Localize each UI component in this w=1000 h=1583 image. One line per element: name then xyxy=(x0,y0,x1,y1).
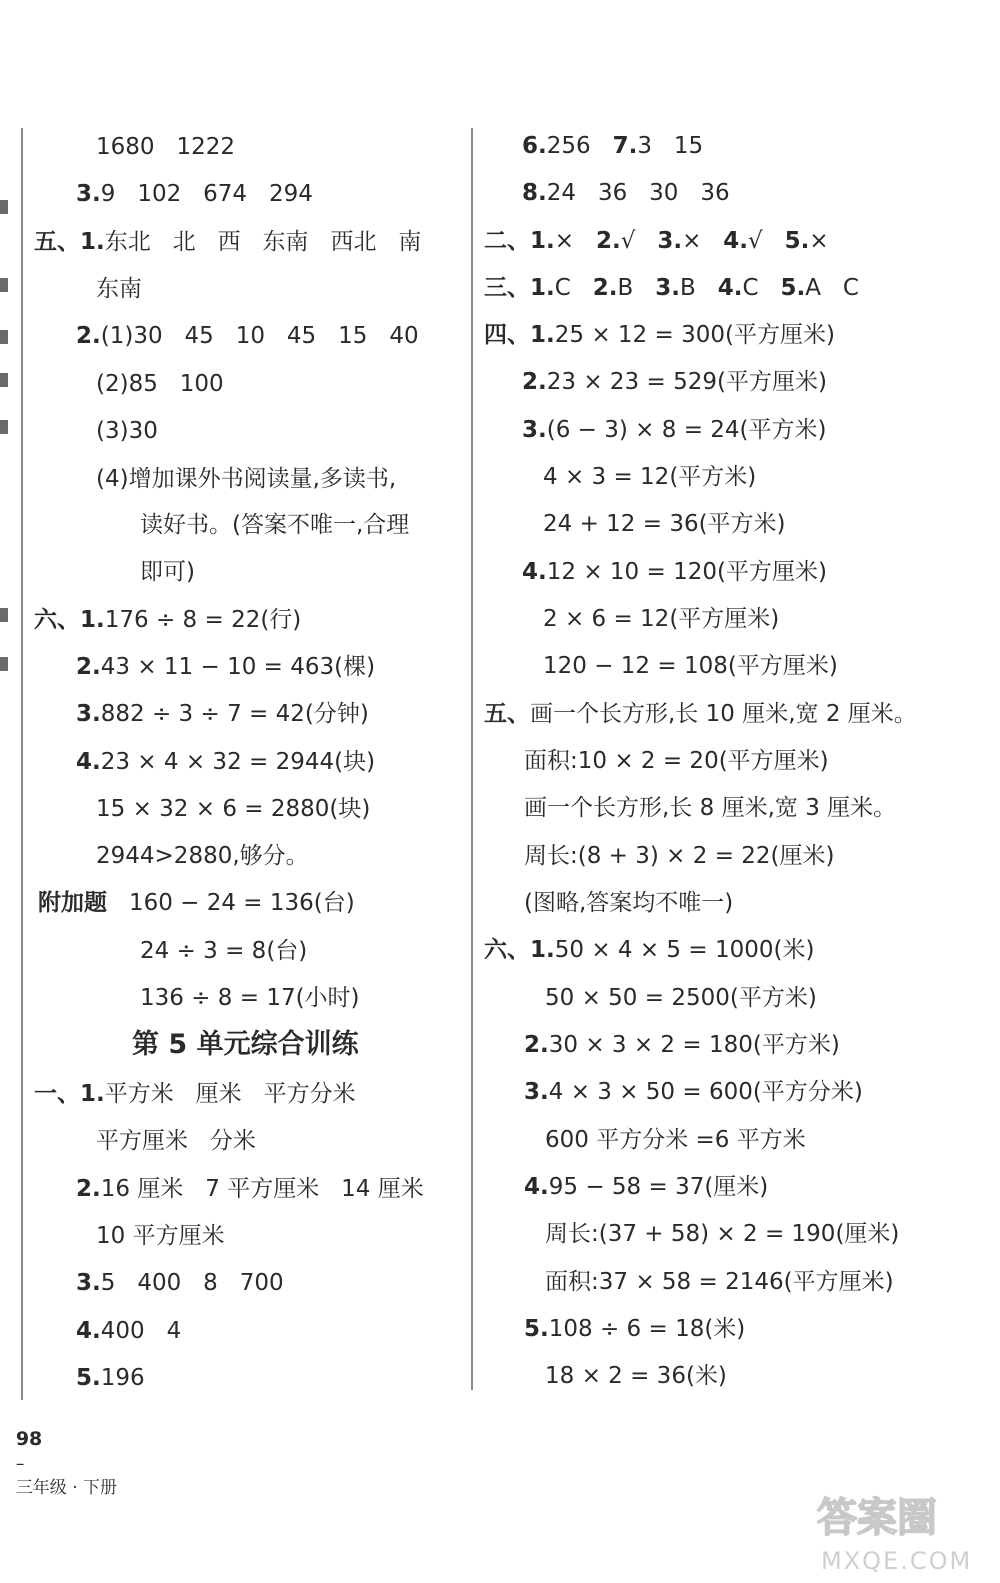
watermark-url: MXQE.COM xyxy=(821,1547,973,1575)
answer-line xyxy=(96,416,158,446)
answer-line xyxy=(76,747,375,777)
answer-line xyxy=(543,509,786,539)
question-number: 5. xyxy=(524,1316,549,1342)
page-footer xyxy=(5,1403,117,1500)
answer-text: 15 × 32 × 6 = 2880(块) xyxy=(96,796,371,822)
edge-mark xyxy=(0,657,8,671)
answer-line xyxy=(524,1030,840,1060)
left-margin-rule xyxy=(21,128,23,1400)
answer-text: 16 厘米 7 平方厘米 14 厘米 xyxy=(100,1176,424,1202)
answer-text: 196 xyxy=(100,1365,145,1391)
question-number: 5. xyxy=(780,275,806,301)
answer-text: 25 × 12 = 300(平方厘米) xyxy=(554,322,835,348)
answer-text: 9 102 674 294 xyxy=(100,181,313,207)
answer-text: 50 × 50 = 2500(平方米) xyxy=(545,985,817,1011)
answer-text: 1680 1222 xyxy=(96,134,235,160)
question-number: 2. xyxy=(592,275,618,301)
answer-line xyxy=(34,227,421,257)
question-number: 4. xyxy=(522,559,547,585)
answer-text: 256 xyxy=(546,133,613,159)
question-number: 二、1. xyxy=(484,228,555,254)
answer-text: √ xyxy=(620,228,658,254)
answer-line xyxy=(524,841,835,871)
bonus-label: 附加题 xyxy=(38,890,107,916)
answer-line xyxy=(484,226,829,256)
answer-text: 读好书。(答案不唯一,合理 xyxy=(140,512,410,538)
answer-line xyxy=(96,1126,256,1156)
answer-text: 周长:(8 + 3) × 2 = 22(厘米) xyxy=(524,843,835,869)
question-number: 5. xyxy=(76,1365,101,1391)
answer-line xyxy=(76,1363,145,1393)
answer-line xyxy=(76,321,419,351)
question-number: 4. xyxy=(76,1318,101,1344)
answer-text: 400 4 xyxy=(100,1318,182,1344)
question-number: 3. xyxy=(76,1270,101,1296)
answer-text: 136 ÷ 8 = 17(小时) xyxy=(140,985,360,1011)
answer-line xyxy=(522,557,827,587)
answer-text: 882 ÷ 3 ÷ 7 = 42(分钟) xyxy=(100,701,369,727)
answer-line xyxy=(76,1268,284,1298)
section-title: 第 5 单元综合训练 xyxy=(132,1029,359,1060)
answer-line xyxy=(522,131,703,161)
answer-text: B xyxy=(679,275,718,301)
answer-line xyxy=(34,1079,356,1109)
answer-text: 23 × 4 × 32 = 2944(块) xyxy=(100,749,376,775)
question-number: 一、1. xyxy=(34,1081,105,1107)
question-number: 六、1. xyxy=(484,937,555,963)
question-number: 4. xyxy=(76,749,101,775)
answer-text: 周长:(37 + 58) × 2 = 190(厘米) xyxy=(545,1221,900,1247)
question-number: 4. xyxy=(524,1174,549,1200)
answer-line xyxy=(545,1361,727,1391)
answer-line xyxy=(545,1125,806,1155)
answer-line xyxy=(140,557,195,587)
answer-text: 面积:37 × 58 = 2146(平方厘米) xyxy=(545,1269,894,1295)
question-number: 3. xyxy=(522,417,547,443)
answer-text: B xyxy=(617,275,656,301)
answer-line xyxy=(38,888,355,918)
answer-line xyxy=(543,651,838,681)
answer-line xyxy=(96,1221,225,1251)
question-number: 3. xyxy=(655,275,680,301)
answer-text: × xyxy=(682,228,724,254)
answer-text: 24 ÷ 3 = 8(台) xyxy=(140,938,308,964)
answer-line xyxy=(543,462,756,492)
answer-text: 50 × 4 × 5 = 1000(米) xyxy=(554,937,815,963)
answer-text: 10 平方厘米 xyxy=(96,1223,225,1249)
answer-line xyxy=(96,794,370,824)
question-number: 2. xyxy=(595,228,621,254)
question-number: 五、1. xyxy=(34,229,105,255)
question-number: 8. xyxy=(522,180,547,206)
question-number: 6. xyxy=(522,133,547,159)
question-number: 3. xyxy=(657,228,683,254)
answer-text: 120 − 12 = 108(平方厘米) xyxy=(543,653,838,679)
answer-text: 600 平方分米 =6 平方米 xyxy=(545,1127,806,1153)
answer-text: 画一个长方形,长 10 厘米,宽 2 厘米。 xyxy=(530,701,917,727)
answer-line xyxy=(524,1077,863,1107)
edge-mark xyxy=(0,420,8,434)
answer-text: (2)85 100 xyxy=(96,371,224,397)
question-number: 5. xyxy=(784,228,810,254)
answer-line xyxy=(96,464,396,494)
answer-line xyxy=(96,369,224,399)
question-number: 六、1. xyxy=(34,607,105,633)
answer-text: 即可) xyxy=(140,559,195,585)
answer-text: A C xyxy=(805,275,859,301)
answer-line xyxy=(522,178,730,208)
question-number: 3. xyxy=(524,1079,549,1105)
answer-line xyxy=(76,699,369,729)
answer-text: 43 × 11 − 10 = 463(棵) xyxy=(100,654,376,680)
question-number: 2. xyxy=(76,323,101,349)
watermark-logo xyxy=(815,1487,985,1577)
footer-dash: – xyxy=(15,1454,25,1474)
edge-mark xyxy=(0,330,8,344)
answer-text: 2944>2880,够分。 xyxy=(96,843,309,869)
answer-text: (图略,答案均不唯一) xyxy=(524,890,734,916)
answer-line xyxy=(76,652,375,682)
question-number: 7. xyxy=(612,133,638,159)
answer-line xyxy=(524,746,829,776)
answer-line xyxy=(524,793,896,823)
answer-line xyxy=(543,604,779,634)
answer-line xyxy=(524,888,733,918)
answer-text: 176 ÷ 8 = 22(行) xyxy=(104,607,302,633)
column-divider xyxy=(471,128,473,1390)
question-number: 3. xyxy=(76,701,101,727)
answer-text: 5 400 8 700 xyxy=(100,1270,284,1296)
answer-line xyxy=(140,936,307,966)
question-number: 4. xyxy=(717,275,743,301)
answer-text: (1)30 45 10 45 15 40 xyxy=(100,323,419,349)
question-number: 2. xyxy=(524,1032,549,1058)
answer-text: 4 × 3 × 50 = 600(平方分米) xyxy=(548,1079,863,1105)
edge-mark xyxy=(0,200,8,214)
answer-line xyxy=(140,510,409,540)
answer-line xyxy=(96,274,142,304)
answer-line xyxy=(34,605,301,635)
answer-line xyxy=(484,273,859,303)
answer-text: 30 × 3 × 2 = 180(平方米) xyxy=(548,1032,840,1058)
answer-line xyxy=(76,1316,181,1346)
answer-line xyxy=(76,1174,424,1204)
question-number: 四、1. xyxy=(484,322,555,348)
answer-text: 2 × 6 = 12(平方厘米) xyxy=(543,606,780,632)
question-number: 五、 xyxy=(484,701,530,727)
page-number: 98 xyxy=(15,1428,43,1450)
answer-text: 24 36 30 36 xyxy=(546,180,730,206)
answer-text: 平方米 厘米 平方分米 xyxy=(104,1081,356,1107)
answer-line xyxy=(484,935,814,965)
answer-text: 12 × 10 = 120(平方厘米) xyxy=(546,559,827,585)
answer-text: 画一个长方形,长 8 厘米,宽 3 厘米。 xyxy=(524,795,897,821)
answer-text: √ xyxy=(748,228,785,254)
answer-text: (3)30 xyxy=(96,418,158,444)
answer-line xyxy=(545,983,817,1013)
answer-line xyxy=(522,367,827,397)
answer-line xyxy=(76,179,313,209)
answer-line xyxy=(484,699,917,729)
answer-text: C xyxy=(554,275,593,301)
answer-text: × xyxy=(809,228,829,254)
answer-line xyxy=(545,1219,899,1249)
answer-text: 18 × 2 = 36(米) xyxy=(545,1363,727,1389)
answer-line xyxy=(524,1314,745,1344)
question-number: 2. xyxy=(522,369,547,395)
question-number: 4. xyxy=(723,228,749,254)
book-label: 三年级 · 下册 xyxy=(15,1478,118,1498)
question-number: 三、1. xyxy=(484,275,555,301)
answer-line xyxy=(96,132,235,162)
answer-text: 面积:10 × 2 = 20(平方厘米) xyxy=(524,748,829,774)
answer-line xyxy=(545,1267,894,1297)
question-number: 2. xyxy=(76,654,101,680)
answer-text: 东北 北 西 东南 西北 南 xyxy=(104,229,422,255)
edge-mark xyxy=(0,608,8,622)
watermark-logo-text: 答案圈 xyxy=(817,1495,937,1541)
answer-text: 108 ÷ 6 = 18(米) xyxy=(548,1316,746,1342)
answer-line xyxy=(484,320,835,350)
answer-text: (4)增加课外书阅读量,多读书, xyxy=(96,466,397,492)
answer-line xyxy=(140,983,360,1013)
answer-line xyxy=(524,1172,768,1202)
answer-text: 23 × 23 = 529(平方厘米) xyxy=(546,369,827,395)
answer-text: 平方厘米 分米 xyxy=(96,1128,256,1154)
question-number: 3. xyxy=(76,181,101,207)
answer-text: 东南 xyxy=(96,276,142,302)
answer-text: 3 15 xyxy=(637,133,704,159)
answer-line xyxy=(522,415,827,445)
answer-line xyxy=(96,841,309,871)
answer-text: C xyxy=(742,275,781,301)
edge-mark xyxy=(0,278,8,292)
answer-text: 160 − 24 = 136(台) xyxy=(128,890,355,916)
answer-text: 24 + 12 = 36(平方米) xyxy=(543,511,786,537)
answer-text: × xyxy=(554,228,596,254)
question-number: 2. xyxy=(76,1176,101,1202)
answer-text: 95 − 58 = 37(厘米) xyxy=(548,1174,769,1200)
answer-text: (6 − 3) × 8 = 24(平方米) xyxy=(546,417,827,443)
answer-text: 4 × 3 = 12(平方米) xyxy=(543,464,757,490)
edge-mark xyxy=(0,373,8,387)
